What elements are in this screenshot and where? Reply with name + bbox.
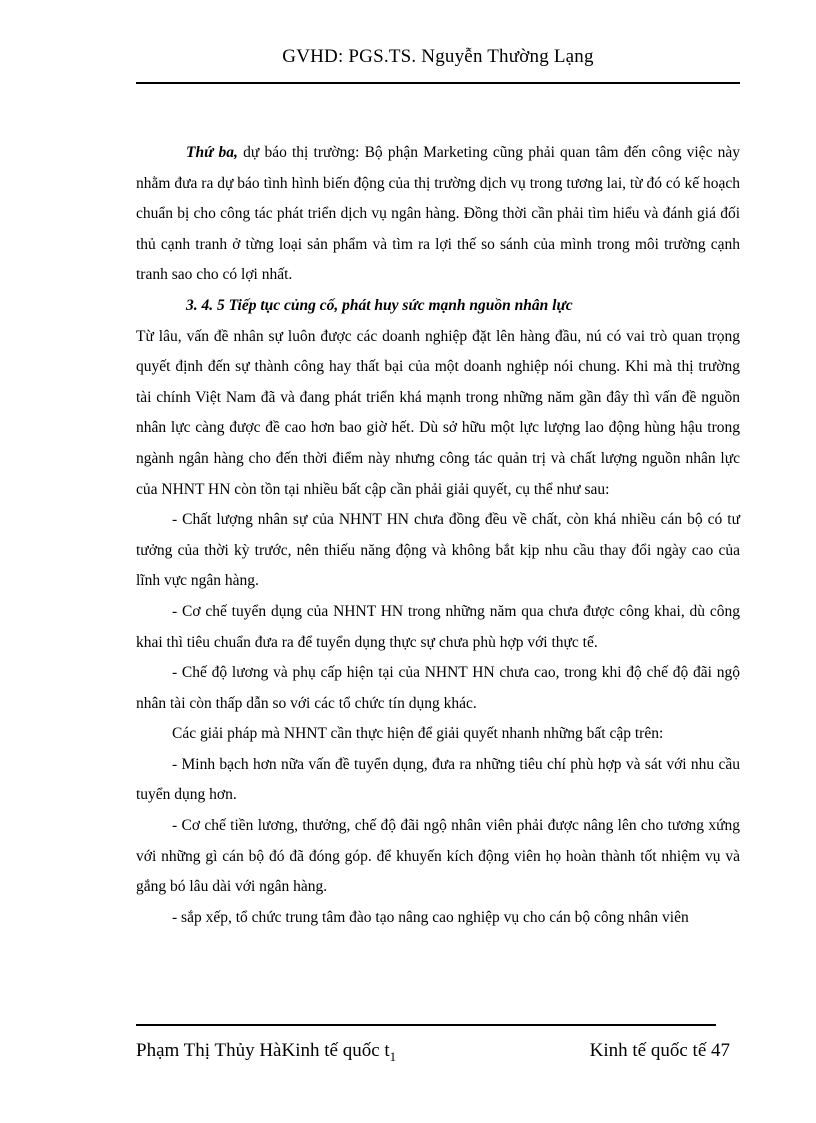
list-item-transparency: - Minh bạch hơn nữa vấn đề tuyển dụng, đưa ra những tiêu chí phù hợp và sát với nhu cầu tuyển dụng hơn.: [136, 755, 740, 804]
footer-author-subscript: 1: [389, 1049, 397, 1064]
paragraph-hr-intro: Từ lâu, vấn đề nhân sự luôn được các doanh nghiệp đặt lên hàng đầu, nú có vai trò quan trọng quyết định đến sự thành công hay thất bại của một doanh nghiệp nói chung. Khi mà thị trường tài chính Việt Nam đã và đang phát triển khá mạnh trong những năm gần đây thì vấn đề nguồn nhân lực càng được đề cao hơn bao giờ hết. Dù sở hữu một lực lượng lao động hùng hậu trong ngành ngân hàng cho đến thời điểm này nhưng công tác quản trị và chất lượng nguồn nhân lực của NHNT HN còn tồn tại nhiều bất cập cần phải giải quyết, cụ thể như sau:: [136, 327, 740, 498]
page-footer: [136, 1040, 730, 1065]
section-heading: 3. 4. 5 Tiếp tục củng cố, phát huy sức mạnh nguồn nhân lực: [186, 296, 573, 314]
footer-page-label: Kinh tế quốc tế 47: [589, 1040, 730, 1061]
paragraph-lead: Thứ ba,: [186, 144, 238, 161]
header-title: GVHD: PGS.TS. Nguyễn Thường Lạng: [282, 46, 594, 67]
list-item-compensation: - Cơ chế tiền lương, thưởng, chế độ đãi ngộ nhân viên phải được nâng lên cho tương xứng với những gì cán bộ đó đã đóng góp. để khuyến kích động viên họ hoàn thành tốt nhiệm vụ và gắng bó lâu dài với ngân hàng.: [136, 817, 740, 896]
document-body: [136, 138, 740, 933]
list-item-salary: - Chế độ lương và phụ cấp hiện tại của NHNT HN chưa cao, trong khi độ chế độ đãi ngộ nhân tài còn thấp dẫn so với các tổ chức tín dụng khác.: [136, 664, 740, 712]
list-item-quality: - Chất lượng nhân sự của NHNT HN chưa đồng đều về chất, còn khá nhiều cán bộ có tư tưởng của thời kỳ trước, nên thiếu năng động và không bắt kịp nhu cầu thay đổi ngày cao của lĩnh vực ngân hàng.: [136, 511, 740, 590]
footer-author-text: Phạm Thị Thủy HàKinh tế quốc t: [136, 1040, 390, 1061]
header-rule: [136, 82, 740, 84]
paragraph-market-forecast: [136, 138, 740, 291]
list-item-recruitment: - Cơ chế tuyển dụng của NHNT HN trong những năm qua chưa được công khai, dù công khai thì tiêu chuẩn đưa ra để tuyển dụng thực sự chưa phù hợp với thực tế.: [136, 602, 740, 651]
footer-author: [136, 1040, 396, 1065]
list-item-training: - sắp xếp, tổ chức trung tâm đào tạo nâng cao nghiệp vụ cho cán bộ công nhân viên: [172, 908, 689, 926]
footer-rule: [136, 1024, 716, 1026]
paragraph-text: dự báo thị trường: Bộ phận Marketing cũng phải quan tâm đến công việc này nhằm đưa ra dự báo tình hình biến động của thị trường dịch vụ trong tương lai, từ đó có kế hoạch chuẩn bị cho công tác phát triển dịch vụ ngân hàng. Đồng thời cần phải tìm hiểu và đánh giá đối thủ cạnh tranh ở từng loại sản phẩm và tìm ra lợi thế so sánh của mình trong môi trường cạnh tranh sao cho có lợi nhất.: [136, 144, 741, 284]
paragraph-solutions-intro: Các giải pháp mà NHNT cần thực hiện để giải quyết nhanh những bất cập trên:: [172, 725, 664, 743]
page-header: [136, 46, 740, 68]
